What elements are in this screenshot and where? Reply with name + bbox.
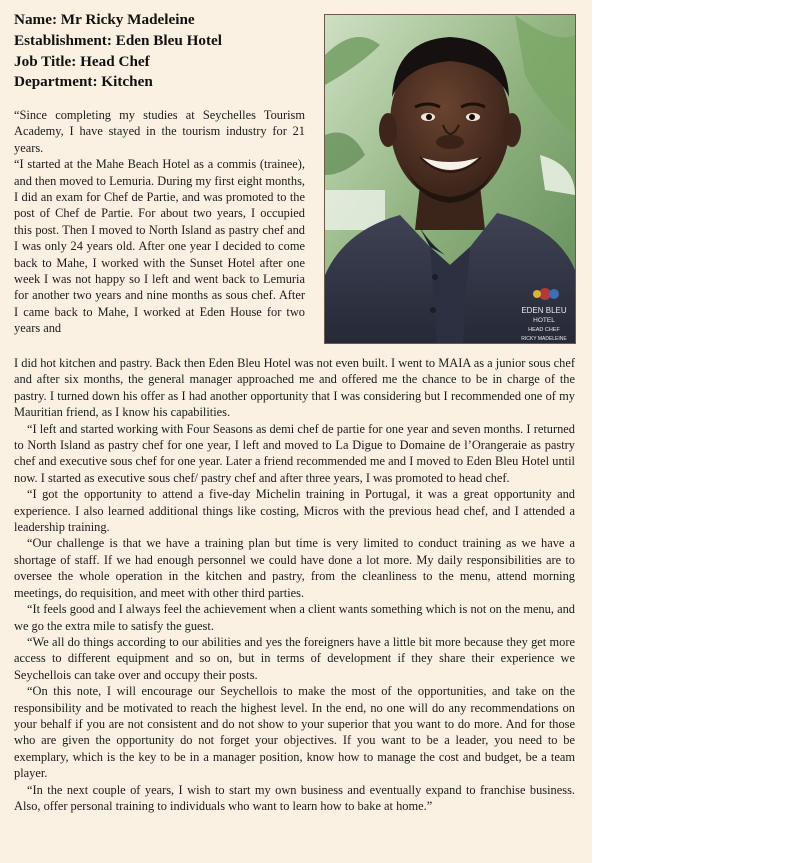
profile-establishment: Establishment: Eden Bleu Hotel [14,31,223,49]
paragraph: “In the next couple of years, I wish to start my own business and eventually expand to franchise business. Also, offer personal training to individuals who want to learn how to bake at home.” [14,782,575,813]
uniform-line-1: EDEN BLEU [521,306,567,315]
uniform-line-3: HEAD CHEF [528,327,560,333]
profile-department: Department: Kitchen [14,73,153,91]
paragraph-continuation: I did hot kitchen and pastry. Back then Eden Bleu Hotel was not even built. I went to MAIA as a junior sous chef and after six months, the general manager approached me and offered me the chance to be in charge of the pastry. I turned down his offer as I had another opportunity that I was considering but I recommended one of my Mauritian friend, as I know his capabilities. [14,356,575,420]
article-body-bottom [14,355,575,814]
paragraph: “I left and started working with Four Seasons as demi chef de partie for one year and seven months. I returned to North Island as pastry chef for one year, I left and moved to La Digue to Domaine de l’Orangeraie as pastry chef and executive sous chef for one year. Later a friend recommended me and I moved to Eden Bleu Hotel until now. I started as executive sous chef/ pastry chef and after three years, I was promoted to head chef. [14,421,575,485]
profile-name: Name: Mr Ricky Madeleine [14,11,195,28]
profile-header [14,10,314,93]
uniform-line-4: RICKY MADELEINE [521,336,567,342]
paragraph: “I got the opportunity to attend a five-day Michelin training in Portugal, it was a great opportunity and experience. I also learned additional things like costing, Micros with the previous head chef, and I attended a leadership training. [14,487,575,535]
paragraph: “Our challenge is that we have a training plan but time is very limited to conduct training as we have a shortage of staff. If we had enough personnel we could have done a lot more. My daily responsibilities are to oversee the whole operation in the kitchen and pastry, from the cleanliness to the menu, attend morning meetings, do requisition, and meet with other third parties. [14,536,575,600]
profile-job-title: Job Title: Head Chef [14,52,150,70]
paragraph: “It feels good and I always feel the achievement when a client wants something which is not on the menu, and we go the extra mile to satisfy the guest. [14,602,575,633]
paragraph: “Since completing my studies at Seychelles Tourism Academy, I have stayed in the tourism industry for 21 years. [14,108,305,155]
paragraph: “We all do things according to our abilities and yes the foreigners have a little bit more because they get more access to different equipment and so on, but in terms of development if they share their experience we Seychellois can take over and occupy their posts. [14,634,575,682]
paragraph: “I started at the Mahe Beach Hotel as a commis (trainee), and then moved to Lemuria. During my first eight months, I did an exam for Chef de Partie, and was promoted to the post of Chef de Partie. For about two years, I occupied this post. Then I moved to North Island as pastry chef and I was only 24 years old. After one year I decided to come back to Mahe, I worked with the Sunset Hotel after one week I was not happy so I left and went back to Lemuria for another two years and nine months as sous chef. After I came back to Mahe, I worked at Eden House for two years and [14,157,305,336]
article-body-top [14,107,305,337]
paragraph: “On this note, I will encourage our Seychellois to make the most of the opportunities, and take on the responsibility and be motivated to reach the highest level. In the end, no one will do any recommendations on your behalf if you are not consistent and do not show to your superior that you want to do more. And for those who are given the opportunity do not forget your objectives. If you want to be a leader, you need to be exemplary, which is the key to be in a manager position, know how to manage the cost and budget, be a team player. [14,684,575,781]
chef-portrait-photo [324,14,576,344]
uniform-line-2: HOTEL [533,317,555,324]
